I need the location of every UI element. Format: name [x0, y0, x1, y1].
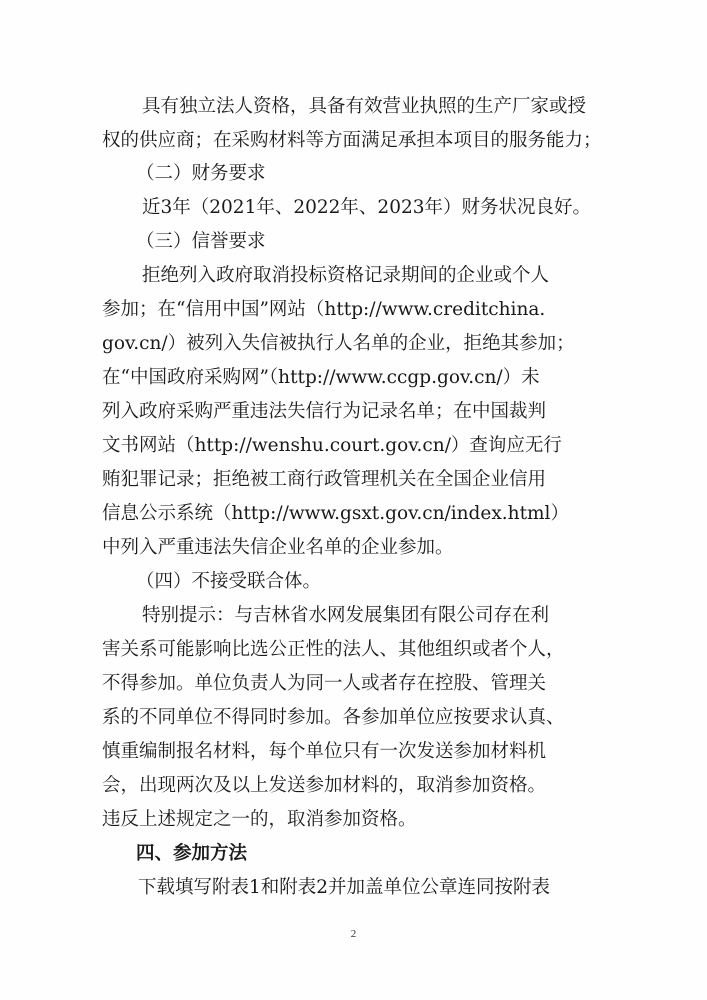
paragraph-text: 参加；在“信用中国”网站（http://www.creditchina.	[102, 299, 546, 320]
subheading-credit: （三）信誉要求	[136, 231, 266, 252]
paragraph-text: 害关系可能影响比选公正性的法人、其他组织或者个人，	[102, 639, 565, 660]
section-heading: 四、参加方法	[136, 843, 248, 864]
text-line	[0, 90, 707, 124]
text-line	[0, 259, 707, 293]
text-line	[0, 157, 707, 191]
paragraph-text: 权的供应商；在采购材料等方面满足承担本项目的服务能力；	[102, 130, 602, 151]
text-line	[0, 225, 707, 259]
text-line	[0, 124, 707, 158]
text-line	[0, 735, 707, 769]
paragraph-text: gov.cn/）被列入失信被执行人名单的企业，拒绝其参加；	[102, 333, 575, 354]
paragraph-text: 信息公示系统（http://www.gsxt.gov.cn/index.html）	[102, 503, 569, 524]
paragraph-text: 下载填写附表1和附表2并加盖单位公章连同按附表	[138, 877, 551, 898]
text-line	[0, 463, 707, 497]
paragraph-text: 贿犯罪记录；拒绝被工商行政管理机关在全国企业信用	[102, 469, 547, 490]
paragraph-text: 拒绝列入政府取消投标资格记录期间的企业或个人	[142, 265, 550, 286]
text-line	[0, 871, 707, 905]
text-line	[0, 667, 707, 701]
subheading-financial: （二）财务要求	[136, 163, 266, 184]
text-line	[0, 531, 707, 565]
text-line	[0, 803, 707, 837]
text-line	[0, 293, 707, 327]
text-line	[0, 599, 707, 633]
paragraph-text: 不得参加。单位负责人为同一人或者存在控股、管理关	[102, 673, 547, 694]
text-line	[0, 497, 707, 531]
subheading-consortium: （四）不接受联合体。	[136, 571, 322, 592]
text-line	[0, 361, 707, 395]
paragraph-text: 慎重编制报名材料，每个单位只有一次发送参加材料机	[102, 741, 547, 762]
paragraph-text: 具有独立法人资格，具备有效营业执照的生产厂家或授	[142, 96, 587, 117]
text-line	[0, 565, 707, 599]
text-line	[0, 769, 707, 803]
text-line	[0, 701, 707, 735]
page-number: 2	[350, 928, 357, 940]
text-line	[0, 837, 707, 871]
paragraph-text: 近3年（2021年、2022年、2023年）财务状况良好。	[142, 197, 592, 218]
text-line	[0, 395, 707, 429]
paragraph-text: 违反上述规定之一的，取消参加资格。	[102, 809, 417, 830]
paragraph-text: 在“中国政府采购网”（http://www.ccgp.gov.cn/）未	[102, 367, 540, 388]
text-line	[0, 633, 707, 667]
paragraph-text: 文书网站（http://wenshu.court.gov.cn/）查询应无行	[102, 435, 562, 456]
text-line	[0, 191, 707, 225]
text-line	[0, 327, 707, 361]
paragraph-text: 特别提示：与吉林省水网发展集团有限公司存在利	[142, 605, 550, 626]
paragraph-text: 列入政府采购严重违法失信行为记录名单；在中国裁判	[102, 401, 547, 422]
text-line	[0, 429, 707, 463]
paragraph-text: 中列入严重违法失信企业名单的企业参加。	[102, 537, 454, 558]
paragraph-text: 会，出现两次及以上发送参加材料的，取消参加资格。	[102, 775, 547, 796]
paragraph-text: 系的不同单位不得同时参加。各参加单位应按要求认真、	[102, 707, 565, 728]
